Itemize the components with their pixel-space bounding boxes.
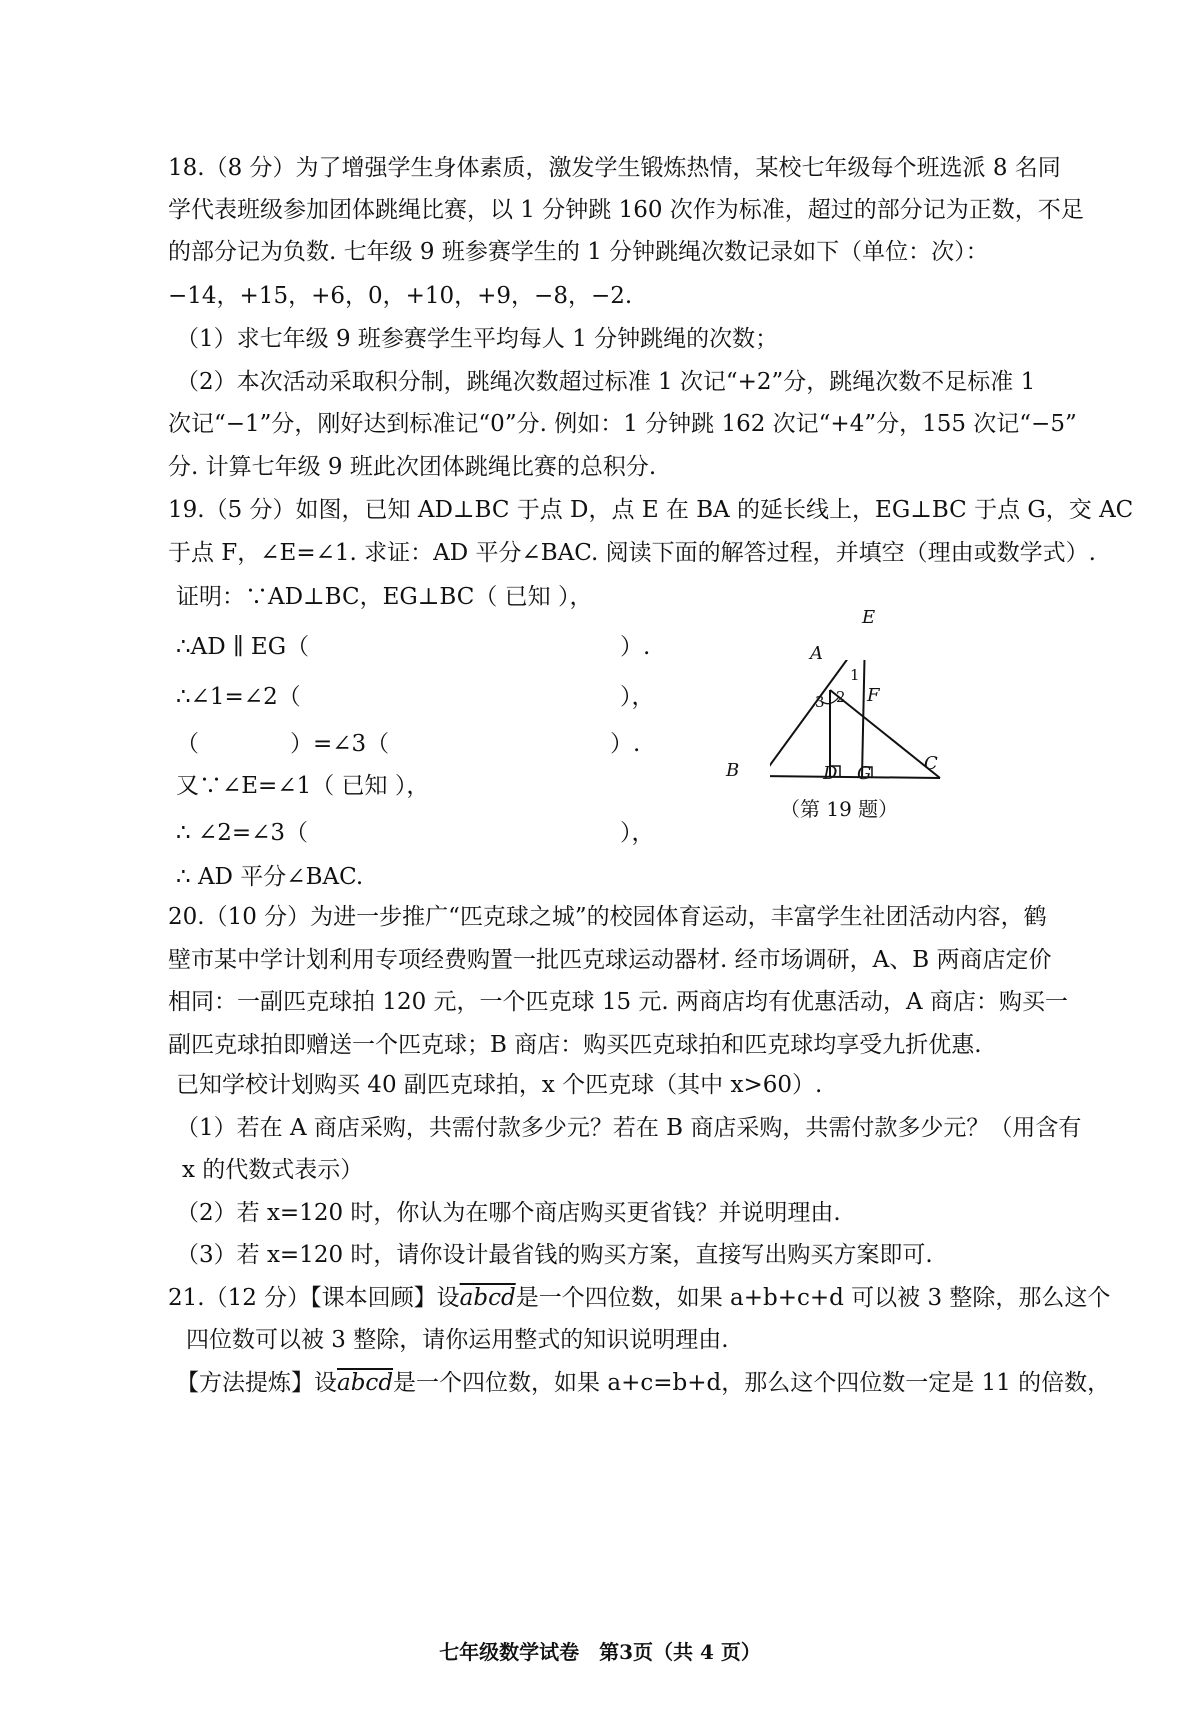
- q19-proof-step-7: ∴ AD 平分∠BAC.: [176, 864, 364, 890]
- q21-line-1-end: 是一个四位数，如果 a+b+c+d 可以被 3 整除，那么这个: [515, 1285, 1111, 1311]
- q19-proof-step-4-end: ）.: [610, 731, 641, 757]
- q20-line-1: 20.（10 分）为进一步推广“匹克球之城”的校园体育运动，丰富学生社团活动内容，鹤: [168, 904, 1047, 930]
- label-e: E: [862, 607, 876, 628]
- q19-proof-step-4-open: （: [176, 731, 199, 757]
- q20-line-2: 壁市某中学计划利用专项经费购置一批匹克球运动器材. 经市场调研，A、B 两商店定价: [168, 947, 1052, 973]
- page-footer: 七年级数学试卷 第3页（共 4 页）: [439, 1640, 761, 1664]
- q19-proof-step-3-end: ），: [620, 684, 655, 710]
- q18-line-3: 的部分记为负数. 七年级 9 班参赛学生的 1 分钟跳绳次数记录如下（单位：次）：: [168, 239, 989, 265]
- q19-triangle-figure: [770, 660, 1050, 890]
- q19-proof-step-6: ∴ ∠2=∠3（: [176, 820, 309, 846]
- q18-part-2-line-3: 分. 计算七年级 9 班此次团体跳绳比赛的总积分.: [168, 454, 657, 480]
- q21-line-3-end: 是一个四位数，如果 a+c=b+d，那么这个四位数一定是 11 的倍数，: [393, 1370, 1111, 1396]
- q20-line-4: 副匹克球拍即赠送一个匹克球；B 商店：购买匹克球拍和匹克球均享受九折优惠.: [168, 1032, 982, 1058]
- q19-line-1: 19.（5 分）如图，已知 AD⊥BC 于点 D，点 E 在 BA 的延长线上，EG⊥BC 于点 G，交 AC: [168, 497, 1134, 523]
- q21-line-3-start: 【方法提炼】设: [176, 1370, 337, 1396]
- label-angle-1: 1: [850, 666, 860, 684]
- q19-proof-step-4-mid: ）=∠3（: [290, 731, 390, 757]
- q20-part-3: （3）若 x=120 时，请你设计最省钱的购买方案，直接写出购买方案即可.: [176, 1242, 933, 1268]
- q20-part-2: （2）若 x=120 时，你认为在哪个商店购买更省钱？并说明理由.: [176, 1200, 841, 1226]
- q21-abcd-1: abcd: [459, 1285, 516, 1311]
- q21-line-1-start: 21.（12 分）【课本回顾】设: [168, 1285, 460, 1311]
- q18-data-values: −14，+15，+6，0，+10，+9，−8，−2.: [168, 283, 633, 309]
- q19-proof-step-6-end: ），: [620, 820, 655, 846]
- label-d: D: [823, 763, 838, 784]
- q19-proof-step-5: 又∵∠E=∠1（ 已知 ），: [176, 773, 430, 799]
- label-g: G: [857, 763, 872, 784]
- q18-part-1: （1）求七年级 9 班参赛学生平均每人 1 分钟跳绳的次数；: [176, 326, 779, 352]
- q21-line-2: 四位数可以被 3 整除，请你运用整式的知识说明理由.: [186, 1327, 729, 1353]
- figure-caption: （第 19 题）: [780, 797, 899, 821]
- label-f: F: [867, 685, 880, 706]
- label-angle-3: 3: [815, 693, 825, 711]
- label-b: B: [726, 760, 740, 781]
- q19-proof-step-1: 证明：∵AD⊥BC，EG⊥BC（ 已知 ），: [176, 584, 593, 610]
- q18-part-2-line-1: （2）本次活动采取积分制，跳绳次数超过标准 1 次记“+2”分，跳绳次数不足标准 1: [176, 369, 1036, 395]
- q18-line-1: 18.（8 分）为了增强学生身体素质，激发学生锻炼热情，某校七年级每个班选派 8 名同: [168, 155, 1061, 181]
- q19-proof-step-3: ∴∠1=∠2（: [176, 684, 301, 710]
- q20-part-1-line-2: x 的代数式表示）: [182, 1157, 364, 1183]
- q19-line-2: 于点 F，∠E=∠1. 求证：AD 平分∠BAC. 阅读下面的解答过程，并填空（理由或数学式）.: [168, 540, 1096, 566]
- q21-line-1: [168, 1282, 1110, 1314]
- q19-proof-step-2-end: ）.: [620, 634, 651, 660]
- q20-part-1-line-1: （1）若在 A 商店采购，共需付款多少元？若在 B 商店采购，共需付款多少元？（用含有: [176, 1115, 1082, 1141]
- line-bc: [770, 776, 940, 778]
- q20-line-3: 相同：一副匹克球拍 120 元，一个匹克球 15 元. 两商店均有优惠活动，A 商店：购买一: [168, 989, 1068, 1015]
- q20-line-5: 已知学校计划购买 40 副匹克球拍，x 个匹克球（其中 x>60）.: [176, 1072, 823, 1098]
- q21-abcd-2: abcd: [337, 1370, 394, 1396]
- q18-line-2: 学代表班级参加团体跳绳比赛，以 1 分钟跳 160 次作为标准，超过的部分记为正数，不足: [168, 197, 1084, 223]
- label-c: C: [924, 753, 938, 774]
- q21-line-3: [176, 1367, 1110, 1399]
- label-angle-2: 2: [836, 688, 846, 706]
- label-a: A: [810, 643, 823, 664]
- q19-proof-step-2: ∴AD ∥ EG（: [176, 634, 310, 660]
- q18-part-2-line-2: 次记“−1”分，刚好达到标准记“0”分. 例如：1 分钟跳 162 次记“+4”分，155 次记“−5”: [168, 411, 1077, 437]
